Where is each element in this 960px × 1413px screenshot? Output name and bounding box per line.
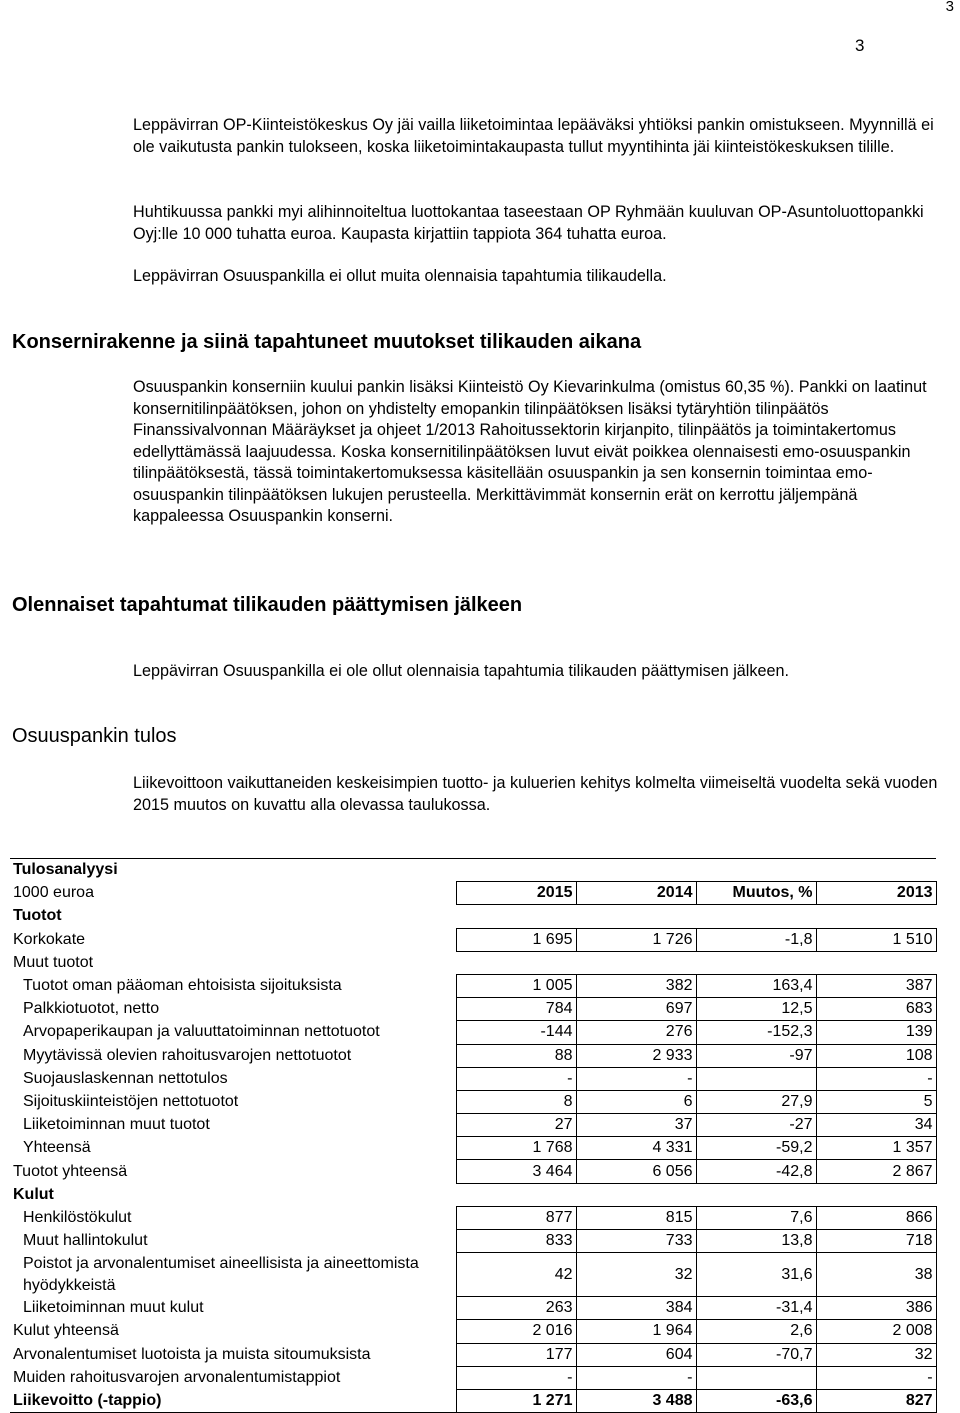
row-value <box>816 951 936 974</box>
row-value: -27 <box>696 1114 816 1137</box>
row-value <box>456 1183 576 1206</box>
row-value: 263 <box>456 1297 576 1320</box>
row-value: - <box>576 1366 696 1389</box>
table-row <box>10 1067 936 1090</box>
paragraph-ei-muita-tapahtumia: Leppävirran Osuuspankilla ei ollut muita olennaisia tapahtumia tilikaudella. <box>133 267 667 285</box>
row-label: Palkkiotuotot, netto <box>23 1000 160 1018</box>
row-value: 88 <box>456 1044 576 1067</box>
row-value: 27,9 <box>696 1090 816 1113</box>
row-value: -42,8 <box>696 1160 816 1183</box>
row-value: -63,6 <box>696 1389 816 1412</box>
row-value: 38 <box>816 1253 936 1297</box>
table-row <box>10 1320 936 1343</box>
row-label: Tuotot oman pääoman ehtoisista sijoituksista <box>23 977 342 995</box>
row-value: 177 <box>456 1343 576 1366</box>
row-label: Yhteensä <box>23 1139 91 1157</box>
row-value: 386 <box>816 1297 936 1320</box>
row-value: 3 464 <box>456 1160 576 1183</box>
table-row <box>10 974 936 997</box>
table-row <box>10 905 936 928</box>
row-value: 2 008 <box>816 1320 936 1343</box>
row-value <box>816 1183 936 1206</box>
row-value: 604 <box>576 1343 696 1366</box>
row-value: 13,8 <box>696 1230 816 1253</box>
row-value: 27 <box>456 1114 576 1137</box>
table-row <box>10 1160 936 1183</box>
table-row <box>10 1206 936 1229</box>
table-row <box>10 998 936 1021</box>
row-value: 139 <box>816 1021 936 1044</box>
row-value: - <box>456 1366 576 1389</box>
row-value: 387 <box>816 974 936 997</box>
row-label: Arvonalentumiset luotoista ja muista sitoumuksista <box>13 1345 371 1363</box>
paragraph-luottokanta-myynti: Huhtikuussa pankki myi alihinnoiteltua luottokantaa taseestaan OP Ryhmään kuuluvan OP-Asuntoluottopankki Oyj:lle 10 000 tuhatta euroa. Kaupasta kirjattiin tappiota 364 tuhatta euroa. <box>133 203 924 243</box>
table-row <box>10 1090 936 1113</box>
row-value: -1,8 <box>696 928 816 951</box>
table-row <box>10 1183 936 1206</box>
row-value: -97 <box>696 1044 816 1067</box>
row-value: -59,2 <box>696 1137 816 1160</box>
row-value: -31,4 <box>696 1297 816 1320</box>
row-value <box>576 951 696 974</box>
column-header: 2015 <box>456 882 576 905</box>
row-value <box>576 905 696 928</box>
row-value: 2 933 <box>576 1044 696 1067</box>
row-value: 733 <box>576 1230 696 1253</box>
column-header: Muutos, % <box>696 882 816 905</box>
row-value: - <box>456 1067 576 1090</box>
row-label: Liikevoitto (-tappio) <box>10 1389 456 1412</box>
corner-page-number: 3 <box>945 0 954 15</box>
row-value <box>696 951 816 974</box>
row-value: -144 <box>456 1021 576 1044</box>
row-value: 384 <box>576 1297 696 1320</box>
row-value: 697 <box>576 998 696 1021</box>
paragraph-tulos-intro: Liikevoittoon vaikuttaneiden keskeisimpien tuotto- ja kuluerien kehitys kolmelta viimeiseltä vuodelta sekä vuoden 2015 muutos on kuvattu alla olevassa taulukossa. <box>133 774 938 814</box>
table-row <box>10 1021 936 1044</box>
table-row <box>10 1389 936 1412</box>
row-value: 833 <box>456 1230 576 1253</box>
row-label: Suojauslaskennan nettotulos <box>23 1069 228 1087</box>
row-value: 5 <box>816 1090 936 1113</box>
row-value: 827 <box>816 1389 936 1412</box>
column-header: 2013 <box>816 882 936 905</box>
row-value: 1 695 <box>456 928 576 951</box>
row-value: 877 <box>456 1206 576 1229</box>
table-header-row <box>10 882 936 905</box>
row-value: - <box>576 1067 696 1090</box>
table-row <box>10 951 936 974</box>
row-label: Tuotot <box>13 907 62 925</box>
tulosanalyysi-table <box>10 858 937 1413</box>
row-value: 32 <box>816 1343 936 1366</box>
row-label: Liiketoiminnan muut tuotot <box>23 1116 210 1134</box>
row-label: Henkilöstökulut <box>23 1208 132 1226</box>
row-label: Myytävissä olevien rahoitusvarojen nettotuotot <box>23 1046 352 1064</box>
heading-konsernirakenne: Konsernirakenne ja siinä tapahtuneet muutokset tilikauden aikana <box>12 331 642 353</box>
row-value <box>456 951 576 974</box>
table-row <box>10 1253 936 1297</box>
table-row <box>10 1366 936 1389</box>
page-number: 3 <box>855 36 865 55</box>
row-label: Tuotot yhteensä <box>13 1162 128 1180</box>
row-value: 2 867 <box>816 1160 936 1183</box>
row-value: 3 488 <box>576 1389 696 1412</box>
row-label: Muut tuotot <box>13 953 94 971</box>
row-value: 1 510 <box>816 928 936 951</box>
row-value: 866 <box>816 1206 936 1229</box>
row-label: Korkokate <box>13 930 86 948</box>
row-label: Arvopaperikaupan ja valuuttatoiminnan nettotuotot <box>23 1023 380 1041</box>
paragraph-ei-olennaisia-jalkeen: Leppävirran Osuuspankilla ei ole ollut olennaisia tapahtumia tilikauden päättymisen jälkeen. <box>133 662 789 680</box>
row-value: 7,6 <box>696 1206 816 1229</box>
row-value <box>696 1067 816 1090</box>
row-value: 683 <box>816 998 936 1021</box>
heading-osuuspankin-tulos: Osuuspankin tulos <box>12 725 177 747</box>
row-value: 2,6 <box>696 1320 816 1343</box>
row-value: 108 <box>816 1044 936 1067</box>
row-label: Muut hallintokulut <box>23 1232 148 1250</box>
row-value: -152,3 <box>696 1021 816 1044</box>
column-header: 2014 <box>576 882 696 905</box>
row-value <box>696 1183 816 1206</box>
row-value: 815 <box>576 1206 696 1229</box>
row-value: 2 016 <box>456 1320 576 1343</box>
row-value: -70,7 <box>696 1343 816 1366</box>
row-value: 31,6 <box>696 1253 816 1297</box>
row-value <box>816 905 936 928</box>
row-value <box>696 905 816 928</box>
row-label: Sijoituskiinteistöjen nettotuotot <box>23 1092 239 1110</box>
table-row <box>10 1230 936 1253</box>
row-value: 34 <box>816 1114 936 1137</box>
row-value: 12,5 <box>696 998 816 1021</box>
row-label: Liiketoiminnan muut kulut <box>23 1299 204 1317</box>
row-value: 718 <box>816 1230 936 1253</box>
row-value: 6 056 <box>576 1160 696 1183</box>
row-label: Muiden rahoitusvarojen arvonalentumistappiot <box>13 1368 341 1386</box>
row-value: 1 726 <box>576 928 696 951</box>
row-value: 382 <box>576 974 696 997</box>
table-row <box>10 1297 936 1320</box>
row-value: 1 271 <box>456 1389 576 1412</box>
row-value: - <box>816 1366 936 1389</box>
heading-olennaiset-tapahtumat: Olennaiset tapahtumat tilikauden päättymisen jälkeen <box>12 594 523 616</box>
row-label: Poistot ja arvonalentumiset aineellisista ja aineettomista hyödykkeistä <box>23 1254 419 1294</box>
table-title-row <box>10 859 936 882</box>
row-value: 42 <box>456 1253 576 1297</box>
table-row <box>10 1044 936 1067</box>
row-label: Kulut <box>13 1185 54 1203</box>
row-value: 163,4 <box>696 974 816 997</box>
row-value <box>576 1183 696 1206</box>
row-value: 276 <box>576 1021 696 1044</box>
table-row <box>10 1137 936 1160</box>
table-row <box>10 1343 936 1366</box>
row-value: 4 331 <box>576 1137 696 1160</box>
row-value <box>696 1366 816 1389</box>
paragraph-op-kiinteistokeskus: Leppävirran OP-Kiinteistökeskus Oy jäi vailla liiketoimintaa lepääväksi yhtiöksi pankin omistukseen. Myynnillä ei ole vaikutusta pankin tulokseen, koska liiketoimintakaupasta tullut myyntihinta jäi kiinteistökeskuksen tilille. <box>133 116 934 156</box>
table-row <box>10 928 936 951</box>
row-value: - <box>816 1067 936 1090</box>
row-value: 784 <box>456 998 576 1021</box>
table-title: Tulosanalyysi <box>10 859 936 882</box>
row-value: 6 <box>576 1090 696 1113</box>
table-row <box>10 1114 936 1137</box>
row-value: 1 964 <box>576 1320 696 1343</box>
row-value: 8 <box>456 1090 576 1113</box>
row-value: 1 768 <box>456 1137 576 1160</box>
table-unit-label: 1000 euroa <box>13 884 94 902</box>
row-value: 1 357 <box>816 1137 936 1160</box>
row-value <box>456 905 576 928</box>
paragraph-konserni: Osuuspankin konserniin kuului pankin lisäksi Kiinteistö Oy Kievarinkulma (omistus 60,35 %). Pankki on laatinut konsernitilinpäätöksen, johon on yhdistelty emopankin tilinpäätöksen lisäksi tytäryhtiön tilinpäätös Finanssivalvonnan Määräykset ja ohjeet 1/2013 Rahoitussektorin kirjanpito, tilinpäätös ja toimintakertomus edellyttämässä laajuudessa. Koska konsernitilinpäätöksen luvut eivät poikkea olennaisesti emo-osuuspankin tilinpäätöksestä, tässä toimintakertomuksessa käsitellään osuuspankin ja sen konsernin toimintaa emo-osuuspankin tilinpäätöksen lukujen perusteella. Merkittävimmät konsernin erät on kerrottu jäljempänä kappaleessa Osuuspankin konserni. <box>133 378 927 525</box>
row-value: 32 <box>576 1253 696 1297</box>
row-label: Kulut yhteensä <box>13 1322 119 1340</box>
row-value: 37 <box>576 1114 696 1137</box>
row-value: 1 005 <box>456 974 576 997</box>
